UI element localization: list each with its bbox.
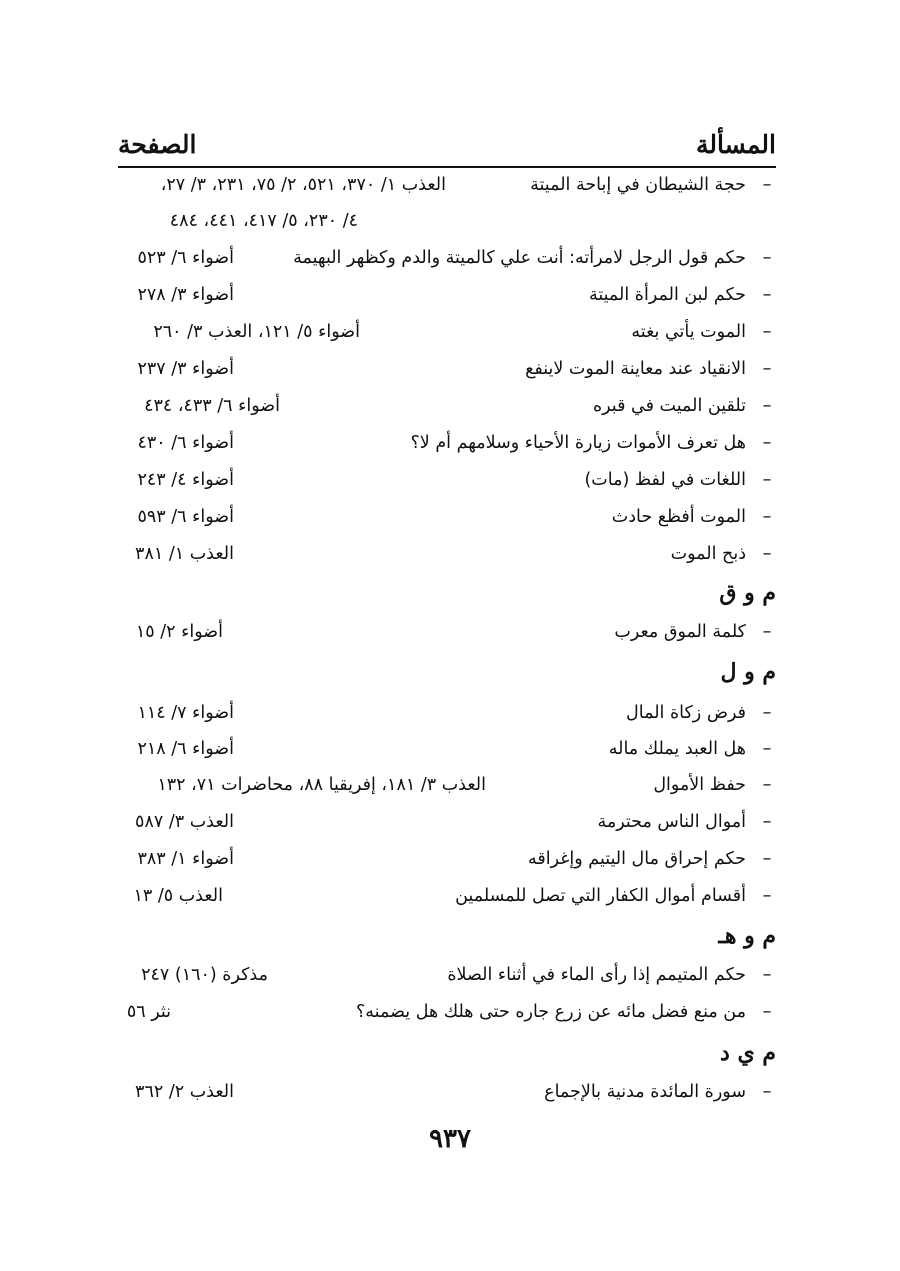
entry-dash: – bbox=[762, 622, 772, 642]
section-heading: م و هـ bbox=[718, 923, 776, 949]
index-entry bbox=[118, 770, 776, 800]
entry-dash: – bbox=[762, 359, 772, 379]
entry-title: حكم لبن المرأة الميتة bbox=[588, 285, 746, 305]
entry-reference: أضواء ٣/ ٢٣٧ bbox=[137, 359, 234, 379]
entry-reference: أضواء ٤/ ٢٤٣ bbox=[137, 470, 234, 490]
entry-dash: – bbox=[762, 1082, 772, 1102]
entry-dash: – bbox=[762, 175, 772, 195]
index-entry bbox=[118, 844, 776, 874]
entry-reference: أضواء ٣/ ٢٧٨ bbox=[137, 285, 234, 305]
entry-dash: – bbox=[762, 703, 772, 723]
issue-column-heading: المسألة bbox=[696, 129, 776, 159]
entry-title: تلقين الميت في قبره bbox=[592, 396, 746, 416]
entry-title: اللغات في لفظ (مات) bbox=[584, 470, 746, 490]
entry-reference: أضواء ٧/ ١١٤ bbox=[137, 703, 234, 723]
entry-dash: – bbox=[762, 322, 772, 342]
index-entry bbox=[118, 881, 776, 911]
header-rule bbox=[118, 166, 776, 168]
index-entry bbox=[118, 997, 776, 1027]
entry-reference: أضواء ٦/ ٤٣٠ bbox=[137, 433, 234, 453]
index-entry bbox=[118, 354, 776, 384]
page-number: ٩٣٧ bbox=[429, 1124, 471, 1154]
entry-dash: – bbox=[762, 285, 772, 305]
entry-reference: أضواء ٦/ ٢١٨ bbox=[137, 739, 234, 759]
entry-dash: – bbox=[762, 544, 772, 564]
section-heading: م ي د bbox=[720, 1040, 776, 1066]
index-entry bbox=[118, 170, 776, 200]
index-entry bbox=[118, 960, 776, 990]
section-heading: م و ق bbox=[719, 580, 776, 606]
entry-reference: أضواء ٦/ ٥٢٣ bbox=[137, 248, 234, 268]
entry-dash: – bbox=[762, 739, 772, 759]
entry-title: حكم المتيمم إذا رأى الماء في أثناء الصلاة bbox=[447, 965, 746, 985]
entry-dash: – bbox=[762, 433, 772, 453]
entry-reference: نثر ٥٦ bbox=[126, 1002, 171, 1022]
index-entry bbox=[118, 280, 776, 310]
index-entry bbox=[118, 391, 776, 421]
entry-title: حكم قول الرجل لامرأته: أنت علي كالميتة والدم وكظهر البهيمة bbox=[293, 248, 746, 268]
section-heading: م و ل bbox=[720, 659, 776, 685]
index-entry bbox=[118, 1077, 776, 1107]
table-header bbox=[118, 124, 776, 164]
entry-dash: – bbox=[762, 849, 772, 869]
page-column-heading: الصفحة bbox=[118, 129, 197, 159]
index-entry bbox=[118, 243, 776, 273]
entry-reference: العذب ٣/ ١٨١، إفريقيا ٨٨، محاضرات ٧١، ١٣٢ bbox=[157, 775, 486, 795]
entry-reference: أضواء ١/ ٣٨٣ bbox=[137, 849, 234, 869]
entry-dash: – bbox=[762, 886, 772, 906]
entry-reference: العذب ٥/ ١٣ bbox=[133, 886, 223, 906]
entry-title: حفظ الأموال bbox=[653, 775, 746, 795]
entry-title: كلمة الموق معرب bbox=[614, 622, 746, 642]
entry-title: حجة الشيطان في إباحة الميتة bbox=[530, 175, 746, 195]
entry-dash: – bbox=[762, 812, 772, 832]
entry-reference: العذب ٣/ ٥٨٧ bbox=[135, 812, 234, 832]
entry-reference: أضواء ٦/ ٥٩٣ bbox=[137, 507, 234, 527]
entry-dash: – bbox=[762, 965, 772, 985]
index-entry bbox=[118, 807, 776, 837]
index-entry bbox=[118, 698, 776, 728]
entry-reference-continued: ٤/ ٢٣٠، ٥/ ٤١٧، ٤٤١، ٤٨٤ bbox=[169, 211, 358, 231]
entry-dash: – bbox=[762, 396, 772, 416]
entry-reference: أضواء ٦/ ٤٣٣، ٤٣٤ bbox=[144, 396, 280, 416]
entry-title: سورة المائدة مدنية بالإجماع bbox=[544, 1082, 746, 1102]
entry-title: حكم إحراق مال اليتيم وإغراقه bbox=[528, 849, 746, 869]
entry-reference: أضواء ٥/ ١٢١، العذب ٣/ ٢٦٠ bbox=[153, 322, 360, 342]
entry-title: الانقياد عند معاينة الموت لاينفع bbox=[525, 359, 746, 379]
index-entry bbox=[118, 428, 776, 458]
entry-dash: – bbox=[762, 1002, 772, 1022]
entry-reference: العذب ١/ ٣٧٠، ٥٢١، ٢/ ٧٥، ٢٣١، ٣/ ٢٧، bbox=[160, 175, 446, 195]
entry-title: ذبح الموت bbox=[670, 544, 746, 564]
entry-title: من منع فضل مائه عن زرع جاره حتى هلك هل يضمنه؟ bbox=[356, 1002, 746, 1022]
index-entry bbox=[118, 502, 776, 532]
index-entry bbox=[118, 465, 776, 495]
entry-reference: العذب ٢/ ٣٦٢ bbox=[135, 1082, 234, 1102]
entry-title: فرض زكاة المال bbox=[626, 703, 746, 723]
entry-dash: – bbox=[762, 248, 772, 268]
entry-title: أقسام أموال الكفار التي تصل للمسلمين bbox=[455, 886, 746, 906]
entry-title: الموت أفظع حادث bbox=[611, 507, 746, 527]
entry-title: أموال الناس محترمة bbox=[597, 812, 746, 832]
entry-reference: العذب ١/ ٣٨١ bbox=[135, 544, 234, 564]
entry-reference: أضواء ٢/ ١٥ bbox=[135, 622, 223, 642]
index-entry bbox=[118, 539, 776, 569]
entry-reference: مذكرة (١٦٠) ٢٤٧ bbox=[141, 965, 268, 985]
entry-dash: – bbox=[762, 470, 772, 490]
entry-dash: – bbox=[762, 507, 772, 527]
entry-title: الموت يأتي بغته bbox=[631, 322, 746, 342]
entry-title: هل العبد يملك ماله bbox=[608, 739, 746, 759]
index-entry bbox=[118, 734, 776, 764]
index-entry bbox=[118, 317, 776, 347]
entry-dash: – bbox=[762, 775, 772, 795]
index-entry bbox=[118, 617, 776, 647]
entry-title: هل تعرف الأموات زيارة الأحياء وسلامهم أم لا؟ bbox=[410, 433, 746, 453]
